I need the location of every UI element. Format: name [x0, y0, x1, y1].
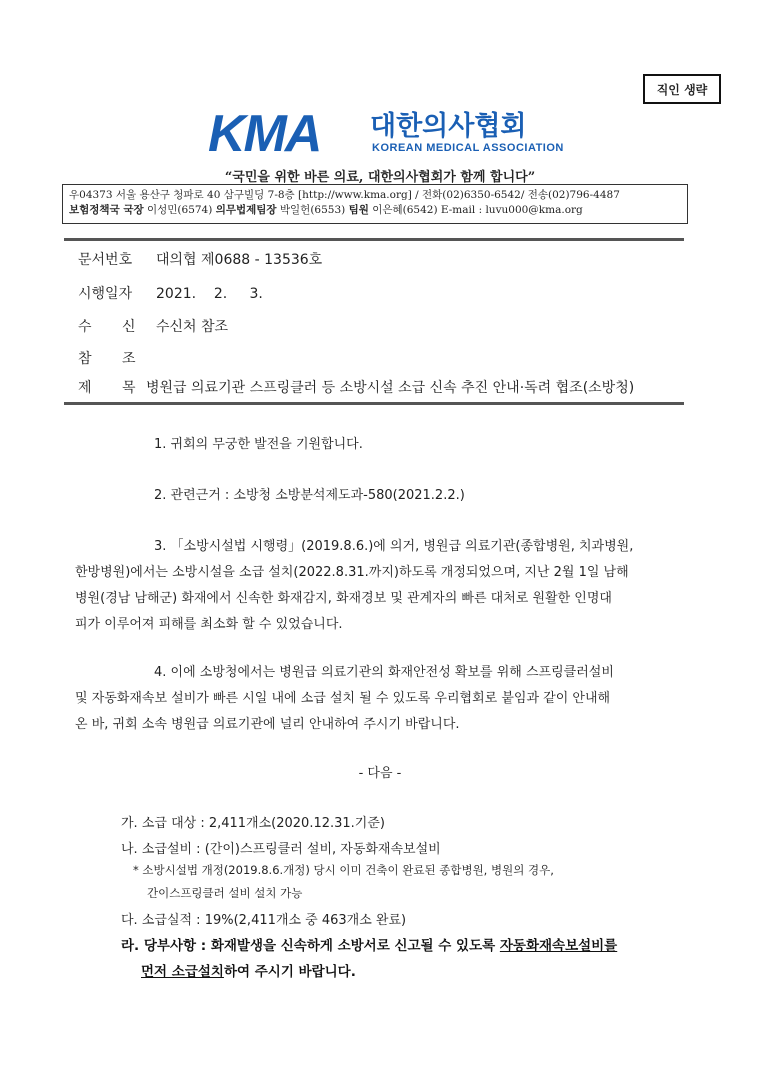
paragraph-3-line-2: 한방병원)에서는 소방시설을 소급 설치(2022.8.31.까지)하도록 개정되었으며, 지난 2월 1일 남해	[75, 565, 629, 580]
org-name-english: KOREAN MEDICAL ASSOCIATION	[372, 142, 564, 154]
date-row	[78, 283, 263, 303]
contact-staff	[69, 203, 681, 218]
item-ra-underlined-2: 먼저 소급설치	[141, 964, 224, 980]
header-bottom-rule	[64, 402, 684, 405]
item-ga: 가. 소급 대상 : 2,411개소(2020.12.31.기준)	[121, 816, 385, 831]
item-na: 나. 소급설비 : (간이)스프링클러 설비, 자동화재속보설비	[121, 842, 441, 857]
recipient-row	[78, 316, 228, 336]
paragraph-3-line-3: 병원(경남 남해군) 화재에서 신속한 화재감지, 화재경보 및 관계자의 빠른 대처로 원활한 인명대	[75, 591, 612, 606]
item-da: 다. 소급실적 : 19%(2,411개소 중 463개소 완료)	[121, 913, 407, 928]
date-label: 시행일자	[78, 286, 133, 302]
reference-row	[78, 348, 156, 368]
paragraph-4-line-3: 온 바, 귀회 소속 병원급 의료기관에 널리 안내하여 주시기 바랍니다.	[75, 717, 460, 732]
paragraph-2: 2. 관련근거 : 소방청 소방분석제도과-580(2021.2.2.)	[154, 488, 465, 503]
staff-label-member: 팀원	[348, 204, 369, 216]
item-ra-line-2	[141, 960, 356, 980]
paragraph-4-line-2: 및 자동화재속보 설비가 빠른 시일 내에 소급 설치 될 수 있도록 우리협회로 붙임과 같이 안내해	[75, 691, 611, 706]
doc-number-label: 문서번호	[78, 252, 133, 268]
paragraph-1: 1. 귀회의 무궁한 발전을 기원합니다.	[154, 437, 363, 452]
doc-number-row	[78, 249, 322, 269]
paragraph-4-line-1: 4. 이에 소방청에서는 병원급 의료기관의 화재안전성 확보를 위해 스프링클러설비	[154, 665, 614, 680]
header-top-rule	[64, 238, 684, 241]
staff-director: 이성민(6574)	[143, 204, 216, 216]
slogan: “국민을 위한 바른 의료, 대한의사협회가 함께 합니다”	[224, 170, 536, 185]
subject-label-1: 제	[78, 380, 92, 396]
staff-team-lead: 박일헌(6553)	[276, 204, 349, 216]
subject-row	[78, 377, 634, 397]
stamp-omitted: 직인 생략	[643, 74, 721, 104]
contact-box	[62, 184, 688, 224]
staff-member: 이은혜(6542) E-mail : luvu000@kma.org	[368, 204, 583, 216]
recipient: 수신처 참조	[156, 319, 229, 335]
subject: 병원급 의료기관 스프링클러 등 소방시설 소급 신속 추진 안내·독려 협조(소방청)	[146, 380, 635, 396]
item-ra-text-2: 하여 주시기 바랍니다.	[223, 964, 356, 980]
org-name-korean: 대한의사협회	[370, 111, 527, 142]
issue-date: 2021. 2. 3.	[156, 286, 263, 302]
item-ra-line-1	[121, 934, 617, 954]
reference-label-2: 조	[122, 351, 136, 367]
note-line-1: * 소방시설법 개정(2019.8.6.개정) 당시 이미 건축이 완료된 종합병원, 병원의 경우,	[133, 863, 554, 877]
item-ra-text: 라. 당부사항 : 화재발생을 신속하게 소방서로 신고될 수 있도록	[121, 938, 500, 954]
kma-logo-letters: KMA	[208, 105, 321, 163]
divider-next: - 다음 -	[358, 766, 402, 781]
subject-label-2: 목	[122, 380, 136, 396]
note-line-2: 간이스프링클러 설비 설치 가능	[147, 886, 303, 900]
contact-address: 우04373 서울 용산구 청파로 40 삼구빌딩 7-8층 [http://www.kma.org] / 전화(02)6350-6542/ 전송(02)796-4487	[69, 189, 620, 201]
staff-label-director: 보험정책국 국장	[69, 204, 144, 216]
paragraph-3-line-4: 피가 이루어져 피해를 최소화 할 수 있었습니다.	[75, 617, 343, 632]
item-ra-underlined: 자동화재속보설비를	[499, 938, 618, 954]
reference-label-1: 참	[78, 351, 92, 367]
recipient-label-2: 신	[122, 319, 136, 335]
recipient-label-1: 수	[78, 319, 92, 335]
paragraph-3-line-1: 3. 「소방시설법 시행령」(2019.8.6.)에 의거, 병원급 의료기관(종합병원, 치과병원,	[154, 539, 634, 554]
staff-label-team-lead: 의무법제팀장	[215, 204, 277, 216]
doc-number: 대의협 제0688 - 13536호	[156, 252, 323, 268]
